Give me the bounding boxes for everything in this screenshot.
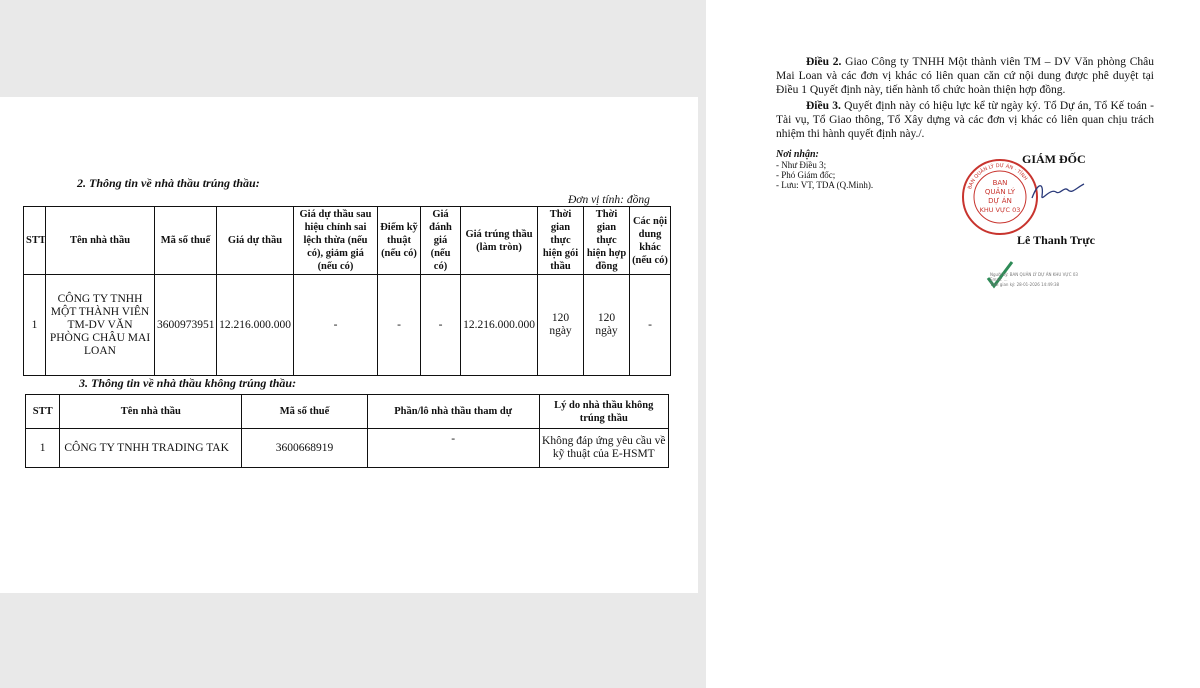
- cell-adjusted-bid: -: [294, 275, 378, 376]
- loser-header-row: [26, 395, 669, 429]
- col-lot: Phần/lô nhà thầu tham dự: [367, 395, 539, 429]
- cell-other: -: [630, 275, 671, 376]
- digital-signature-mark: [982, 258, 1102, 296]
- svg-text:BAN QUẢN LÝ DỰ ÁN · TỈNH: BAN QUẢN LÝ DỰ ÁN · TỈNH: [967, 162, 1029, 191]
- recipient-item: - Như Điều 3;: [776, 160, 827, 170]
- col-other: Các nội dung khác (nếu có): [630, 207, 671, 275]
- col-tax-code: Mã số thuế: [242, 395, 367, 429]
- winner-header-row: [24, 207, 671, 275]
- svg-text:Người ký: BAN QUẢN LÝ DỰ ÁN KH: Người ký: BAN QUẢN LÝ DỰ ÁN KHU VỰC 03: [990, 272, 1078, 277]
- cell-stt: 1: [26, 429, 60, 468]
- document-page-right: [706, 0, 1200, 688]
- cell-bidder-name: CÔNG TY TNHH MỘT THÀNH VIÊN TM-DV VĂN PHÒNG CHÂU MAI LOAN: [46, 275, 155, 376]
- losing-bidder-table: [25, 394, 669, 468]
- col-stt: STT: [26, 395, 60, 429]
- article-3: [776, 99, 1154, 141]
- svg-text:QUẢN LÝ: QUẢN LÝ: [984, 188, 1016, 196]
- handwritten-signature: [1028, 178, 1088, 206]
- director-name: Lê Thanh Trực: [1017, 233, 1095, 247]
- cell-tax-code: 3600973951: [155, 275, 217, 376]
- recipient-item: - Lưu: VT, TDA (Q.Minh).: [776, 180, 874, 190]
- section-2-heading: 2. Thông tin về nhà thầu trúng thầu:: [77, 176, 260, 190]
- col-bid-price: Giá dự thầu: [217, 207, 294, 275]
- section-3-heading: 3. Thông tin về nhà thầu không trúng thầu:: [79, 376, 297, 390]
- cell-award-price: 12.216.000.000: [461, 275, 538, 376]
- cell-tech-score: -: [378, 275, 421, 376]
- table-row: [26, 429, 669, 468]
- col-tech-score: Điểm kỹ thuật (nếu có): [378, 207, 421, 275]
- unit-label: Đơn vị tính: đồng: [568, 194, 650, 206]
- cell-reason: Không đáp ứng yêu cầu về kỹ thuật của E-HSMT: [539, 429, 668, 468]
- col-reason: Lý do nhà thầu không trúng thầu: [539, 395, 668, 429]
- col-bidder-name: Tên nhà thầu: [46, 207, 155, 275]
- cell-package-time: 120 ngày: [538, 275, 584, 376]
- table-row: [24, 275, 671, 376]
- document-page-left: [0, 97, 698, 593]
- recipient-item: - Phó Giám đốc;: [776, 170, 836, 180]
- article-2-text: Giao Công ty TNHH Một thành viên TM – DV Văn phòng Châu Mai Loan và các đơn vị khác có liên quan căn cứ nội dung được phê duyệt tại Điều 1 Quyết định này, tiến hành tổ chức hoàn thiện hợp đồng.: [776, 56, 1154, 96]
- col-stt: STT: [24, 207, 46, 275]
- cell-lot: -: [367, 429, 539, 468]
- director-title: GIÁM ĐỐC: [1022, 152, 1086, 166]
- svg-text:Thời gian ký: 28-01-2026 14:49: Thời gian ký: 28-01-2026 14:49:38: [990, 282, 1060, 287]
- recipients-label: Nơi nhận:: [776, 149, 819, 160]
- col-evaluated-price: Giá đánh giá (nếu có): [421, 207, 461, 275]
- col-award-price: Giá trúng thầu (làm tròn): [461, 207, 538, 275]
- svg-text:Email: ...: Email: ...: [990, 277, 1008, 282]
- cell-evaluated-price: -: [421, 275, 461, 376]
- col-bidder-name: Tên nhà thầu: [60, 395, 242, 429]
- recipients-block: [776, 150, 873, 190]
- col-tax-code: Mã số thuế: [155, 207, 217, 275]
- article-3-label: Điều 3.: [806, 100, 841, 112]
- col-package-time: Thời gian thực hiện gói thầu: [538, 207, 584, 275]
- svg-text:KHU VỰC 03: KHU VỰC 03: [979, 206, 1021, 214]
- svg-text:DỰ ÁN: DỰ ÁN: [988, 197, 1012, 205]
- svg-text:BAN: BAN: [992, 179, 1008, 187]
- col-contract-time: Thời gian thực hiện hợp đồng: [584, 207, 630, 275]
- cell-contract-time: 120 ngày: [584, 275, 630, 376]
- cell-tax-code: 3600668919: [242, 429, 367, 468]
- article-3-text: Quyết định này có hiệu lực kể từ ngày ký. Tổ Dự án, Tổ Kế toán - Tài vụ, Tổ Giao thông, Tổ Xây dựng và các đơn vị khác có liên quan chịu trách nhiệm thi hành quyết định này./.: [776, 100, 1155, 140]
- cell-bidder-name: CÔNG TY TNHH TRADING TAK: [60, 429, 242, 468]
- col-adjusted-bid: Giá dự thầu sau hiệu chỉnh sai lệch thừa (nếu có), giảm giá (nếu có): [294, 207, 378, 275]
- winning-bidder-table: [23, 206, 671, 376]
- cell-stt: 1: [24, 275, 46, 376]
- article-2: [776, 55, 1154, 97]
- cell-bid-price: 12.216.000.000: [217, 275, 294, 376]
- article-2-label: Điều 2.: [806, 56, 842, 68]
